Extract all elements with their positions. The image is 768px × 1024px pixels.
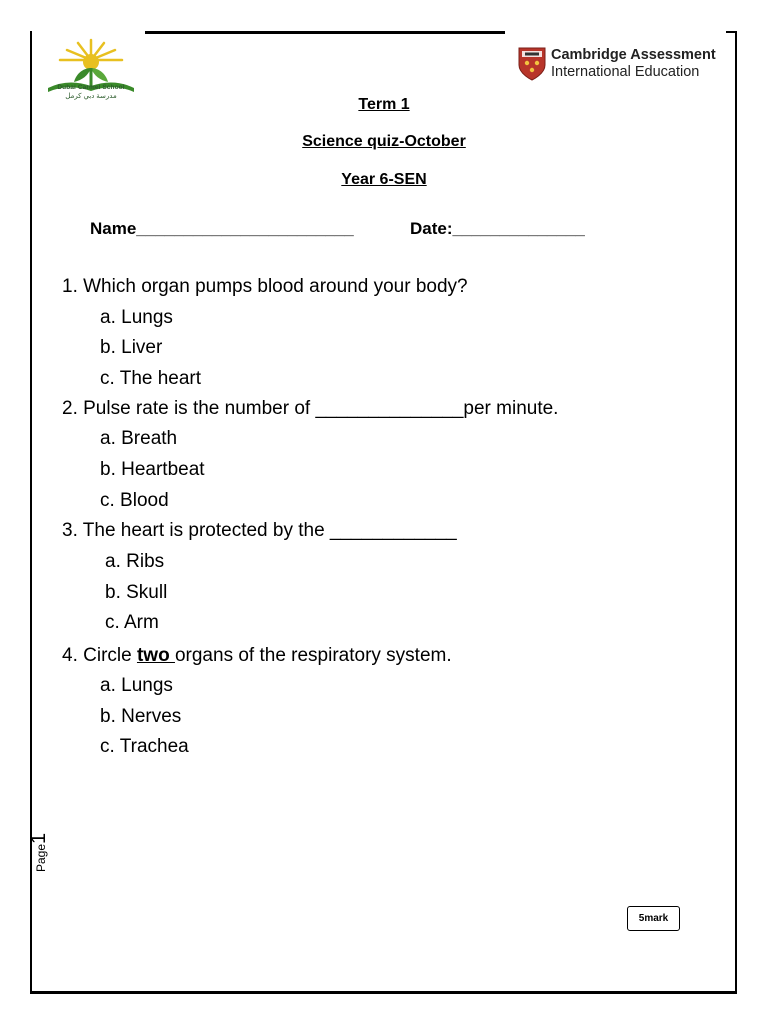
page-number — [28, 833, 51, 872]
question-3-option-b: b. Skull — [105, 582, 168, 603]
question-2-option-a: a. Breath — [100, 428, 178, 449]
question-4-prefix: 4. Circle — [62, 645, 137, 666]
question-1-option-c: c. The heart — [100, 368, 202, 389]
bottom-border — [30, 991, 737, 994]
heading-term: Term 1 — [358, 96, 410, 113]
marks-box: 5mark — [627, 906, 680, 931]
question-2-option-c: c. Blood — [100, 490, 169, 511]
heading-quiz: Science quiz-October — [302, 133, 466, 150]
question-4 — [62, 645, 452, 667]
question-3-option-c: c. Arm — [105, 612, 159, 633]
corner-tick — [726, 31, 737, 33]
question-1-option-b: b. Liver — [100, 337, 163, 358]
cambridge-shield-icon — [518, 47, 546, 81]
question-1-option-a: a. Lungs — [100, 307, 173, 328]
top-border — [145, 31, 505, 34]
question-4-option-a: a. Lungs — [100, 675, 173, 696]
school-name-arabic: مدرسة دبي كرمل — [65, 93, 117, 100]
question-2: 2. Pulse rate is the number of ______________per minute. — [62, 398, 559, 419]
question-2-option-b: b. Heartbeat — [100, 459, 205, 480]
question-4-option-b: b. Nerves — [100, 706, 182, 727]
school-name: Dubai Carmel School — [57, 84, 125, 91]
heading-year: Year 6-SEN — [341, 171, 427, 188]
page-label: Page — [34, 843, 48, 872]
question-3: 3. The heart is protected by the ____________ — [62, 520, 457, 541]
question-4-option-c: c. Trachea — [100, 736, 189, 757]
date-field: Date:______________ — [410, 219, 585, 238]
cambridge-line2: International Education — [551, 64, 700, 80]
question-4-suffix: organs of the respiratory system. — [174, 645, 452, 666]
question-3-option-a: a. Ribs — [105, 551, 165, 572]
question-4-emphasis: two — [136, 645, 175, 666]
cambridge-line1: Cambridge Assessment — [551, 47, 716, 63]
name-field: Name_______________________ — [90, 219, 354, 238]
page-digit: 1 — [28, 832, 50, 844]
question-1: 1. Which organ pumps blood around your body? — [62, 276, 468, 297]
cambridge-wordmark — [551, 47, 716, 81]
